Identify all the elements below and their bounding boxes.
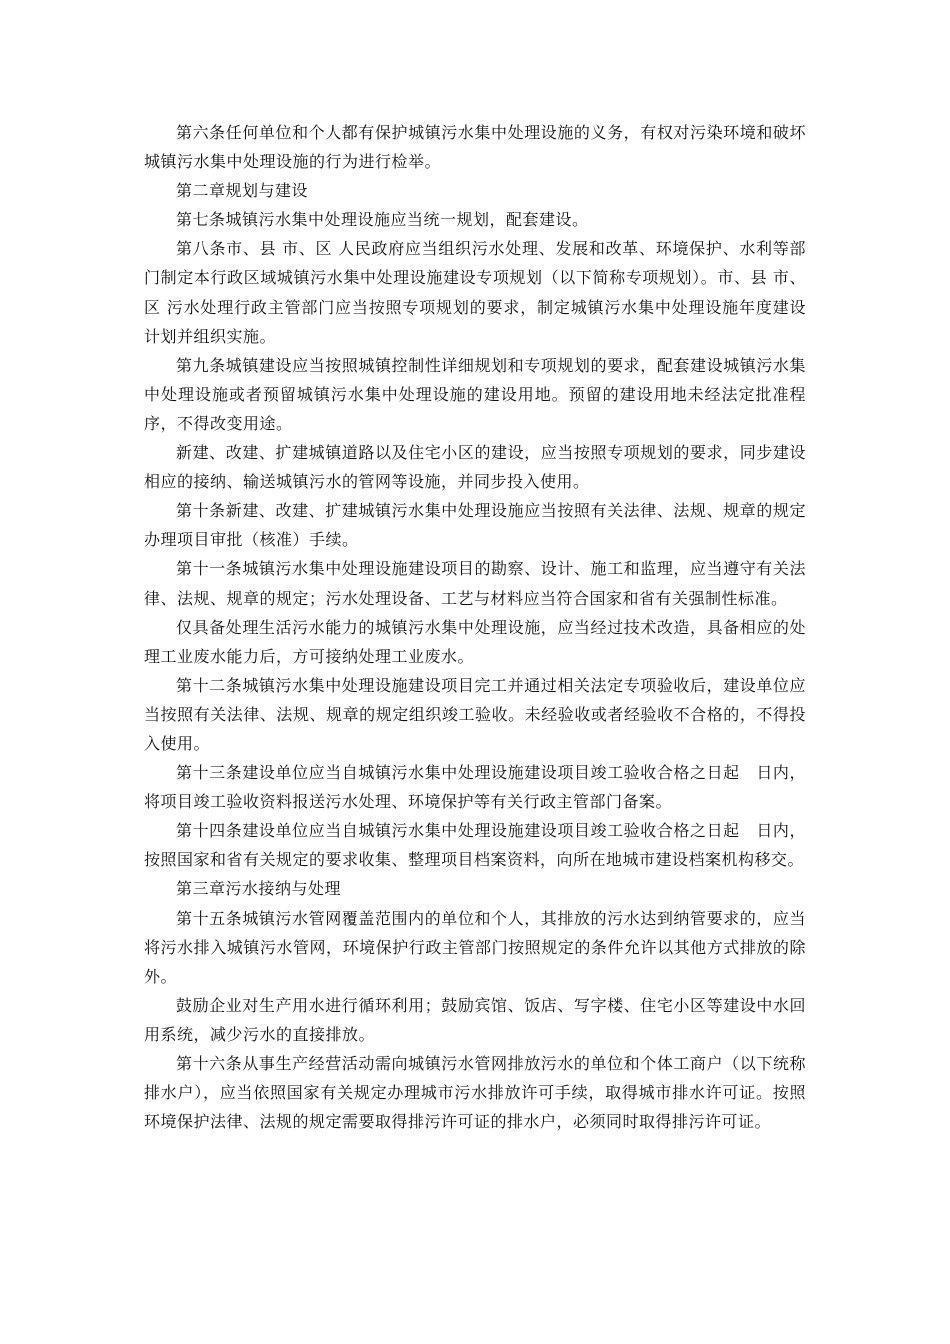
paragraph-article-14: 第十四条建设单位应当自城镇污水集中处理设施建设项目竣工验收合格之日起 日内，按照国家和省有关规定的要求收集、整理项目档案资料，向所在地城市建设档案机构移交。 xyxy=(144,821,806,870)
paragraph-article-15: 第十五条城镇污水管网覆盖范围内的单位和个人，其排放的污水达到纳管要求的，应当将污水排入城镇污水管网，环境保护行政主管部门按照规定的条件允许以其他方式排放的除外。 xyxy=(144,908,806,986)
chapter-2-heading: 第二章规划与建设 xyxy=(176,181,309,201)
paragraph-article-7: 第七条城镇污水集中处理设施应当统一规划，配套建设。 xyxy=(176,210,589,230)
paragraph-article-11: 第十一条城镇污水集中处理设施建设项目的勘察、设计、施工和监理，应当遵守有关法律、法规、规章的规定；污水处理设备、工艺与材料应当符合国家和省有关强制性标准。 xyxy=(144,559,806,608)
chapter-3-heading: 第三章污水接纳与处理 xyxy=(176,879,342,899)
paragraph-article-16: 第十六条从事生产经营活动需向城镇污水管网排放污水的单位和个体工商户（以下统称排水户），应当依照国家有关规定办理城市污水排放许可手续，取得城市排水许可证。按照环境保护法律、法规的规定需要取得排污许可证的排水户，必须同时取得排污许可证。 xyxy=(144,1054,806,1132)
paragraph-article-15-cont: 鼓励企业对生产用水进行循环利用；鼓励宾馆、饭店、写字楼、住宅小区等建设中水回用系统，减少污水的直接排放。 xyxy=(144,995,806,1044)
paragraph-article-8: 第八条市、县 市、区 人民政府应当组织污水处理、发展和改革、环境保护、水利等部门制定本行政区域城镇污水集中处理设施建设专项规划（以下简称专项规划）。市、县 市、区 污水处理行政主管部门应当按照专项规划的要求，制定城镇污水集中处理设施年度建设计划并组织实施。 xyxy=(144,239,806,346)
paragraph-article-6: 第六条任何单位和个人都有保护城镇污水集中处理设施的义务，有权对污染环境和破坏城镇污水集中处理设施的行为进行检举。 xyxy=(144,123,806,172)
paragraph-article-9-cont: 新建、改建、扩建城镇道路以及住宅小区的建设，应当按照专项规划的要求，同步建设相应的接纳、输送城镇污水的管网等设施，并同步投入使用。 xyxy=(144,443,806,492)
paragraph-article-9: 第九条城镇建设应当按照城镇控制性详细规划和专项规划的要求，配套建设城镇污水集中处理设施或者预留城镇污水集中处理设施的建设用地。预留的建设用地未经法定批准程序，不得改变用途。 xyxy=(144,355,806,433)
document-body xyxy=(144,118,806,1136)
paragraph-article-10: 第十条新建、改建、扩建城镇污水集中处理设施应当按照有关法律、法规、规章的规定办理项目审批（核准）手续。 xyxy=(144,501,806,550)
paragraph-article-12: 第十二条城镇污水集中处理设施建设项目完工并通过相关法定专项验收后，建设单位应当按照有关法律、法规、规章的规定组织竣工验收。未经验收或者经验收不合格的，不得投入使用。 xyxy=(144,675,806,753)
paragraph-article-11-cont: 仅具备处理生活污水能力的城镇污水集中处理设施，应当经过技术改造，具备相应的处理工业废水能力后，方可接纳处理工业废水。 xyxy=(144,617,806,666)
paragraph-article-13: 第十三条建设单位应当自城镇污水集中处理设施建设项目竣工验收合格之日起 日内，将项目竣工验收资料报送污水处理、环境保护等有关行政主管部门备案。 xyxy=(144,763,806,812)
